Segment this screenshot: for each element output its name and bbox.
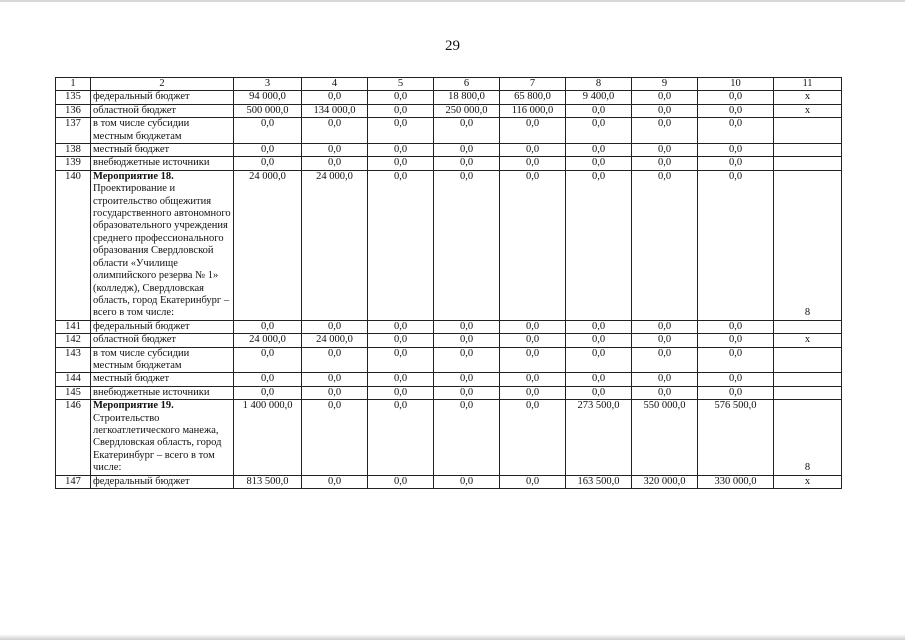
value-cell: 0,0 xyxy=(500,170,566,320)
value-cell: 500 000,0 xyxy=(234,104,302,117)
row-name-cell xyxy=(91,91,234,104)
column-11-cell xyxy=(774,118,842,144)
value-cell: 0,0 xyxy=(302,400,368,475)
row-number: 135 xyxy=(56,91,91,104)
header-cell: 5 xyxy=(368,78,434,91)
value-cell: 24 000,0 xyxy=(302,170,368,320)
value-cell: 0,0 xyxy=(698,373,774,386)
value-cell: 0,0 xyxy=(302,91,368,104)
value-cell: 0,0 xyxy=(566,373,632,386)
value-cell: 0,0 xyxy=(368,157,434,170)
value-cell: 0,0 xyxy=(434,347,500,373)
row-name-cell xyxy=(91,334,234,347)
value-cell: 0,0 xyxy=(368,400,434,475)
value-cell: 0,0 xyxy=(434,373,500,386)
value-cell: 0,0 xyxy=(500,400,566,475)
column-11-cell: х xyxy=(774,475,842,488)
value-cell: 0,0 xyxy=(368,347,434,373)
value-cell: 0,0 xyxy=(698,320,774,333)
value-cell: 0,0 xyxy=(302,373,368,386)
header-cell: 1 xyxy=(56,78,91,91)
column-11-cell xyxy=(774,144,842,157)
value-cell: 0,0 xyxy=(500,320,566,333)
value-cell: 576 500,0 xyxy=(698,400,774,475)
row-name-cell xyxy=(91,347,234,373)
header-cell: 3 xyxy=(234,78,302,91)
value-cell: 0,0 xyxy=(368,373,434,386)
value-cell: 0,0 xyxy=(566,104,632,117)
value-cell: 0,0 xyxy=(368,320,434,333)
value-cell: 0,0 xyxy=(500,334,566,347)
header-cell: 9 xyxy=(632,78,698,91)
row-name: областной бюджет xyxy=(93,334,176,346)
row-name: Проектирование и строительство общежития государственного автономного образовательного учреждения среднего профессионального образования Свердловской области «Училище олимпийского резерва № 1» (колледж), Свердловская область, город Екатеринбург – всего в том числе: xyxy=(93,183,231,319)
column-11-cell: х xyxy=(774,91,842,104)
header-row xyxy=(56,78,842,91)
table-body xyxy=(56,78,842,489)
column-11-cell: 8 xyxy=(774,400,842,475)
value-cell: 550 000,0 xyxy=(632,400,698,475)
column-11-cell xyxy=(774,320,842,333)
value-cell: 9 400,0 xyxy=(566,91,632,104)
value-cell: 0,0 xyxy=(234,320,302,333)
value-cell: 0,0 xyxy=(632,347,698,373)
value-cell: 0,0 xyxy=(302,347,368,373)
table-row xyxy=(56,170,842,320)
value-cell: 0,0 xyxy=(500,144,566,157)
row-number: 144 xyxy=(56,373,91,386)
value-cell: 65 800,0 xyxy=(500,91,566,104)
row-number: 137 xyxy=(56,118,91,144)
value-cell: 0,0 xyxy=(566,386,632,399)
table-row xyxy=(56,118,842,144)
row-name: местный бюджет xyxy=(93,144,170,156)
value-cell: 0,0 xyxy=(632,104,698,117)
row-name: Строительство легкоатлетического манежа, Свердловская область, город Екатеринбург – всего в том числе: xyxy=(93,412,222,474)
row-name: внебюджетные источники xyxy=(93,157,210,169)
value-cell: 0,0 xyxy=(698,334,774,347)
header-cell: 10 xyxy=(698,78,774,91)
value-cell: 0,0 xyxy=(632,334,698,347)
header-cell: 8 xyxy=(566,78,632,91)
header-cell: 6 xyxy=(434,78,500,91)
budget-table xyxy=(55,77,842,489)
value-cell: 0,0 xyxy=(368,170,434,320)
value-cell: 0,0 xyxy=(368,91,434,104)
column-11-cell: х xyxy=(774,334,842,347)
column-11-cell xyxy=(774,347,842,373)
table-row xyxy=(56,400,842,475)
value-cell: 18 800,0 xyxy=(434,91,500,104)
value-cell: 1 400 000,0 xyxy=(234,400,302,475)
value-cell: 0,0 xyxy=(500,118,566,144)
value-cell: 0,0 xyxy=(566,144,632,157)
value-cell: 0,0 xyxy=(632,118,698,144)
row-name: федеральный бюджет xyxy=(93,320,190,332)
value-cell: 0,0 xyxy=(434,386,500,399)
column-11-cell: х xyxy=(774,104,842,117)
header-cell: 11 xyxy=(774,78,842,91)
value-cell: 0,0 xyxy=(302,320,368,333)
value-cell: 0,0 xyxy=(632,373,698,386)
value-cell: 0,0 xyxy=(434,118,500,144)
header-cell: 7 xyxy=(500,78,566,91)
table-row xyxy=(56,475,842,488)
value-cell: 94 000,0 xyxy=(234,91,302,104)
value-cell: 0,0 xyxy=(698,104,774,117)
value-cell: 273 500,0 xyxy=(566,400,632,475)
value-cell: 0,0 xyxy=(500,475,566,488)
value-cell: 0,0 xyxy=(368,386,434,399)
value-cell: 0,0 xyxy=(632,91,698,104)
value-cell: 0,0 xyxy=(632,157,698,170)
row-name-cell xyxy=(91,373,234,386)
header-cell: 4 xyxy=(302,78,368,91)
row-name: в том числе субсидии местным бюджетам xyxy=(93,118,190,142)
value-cell: 813 500,0 xyxy=(234,475,302,488)
value-cell: 0,0 xyxy=(234,347,302,373)
value-cell: 0,0 xyxy=(368,104,434,117)
value-cell: 0,0 xyxy=(234,118,302,144)
value-cell: 0,0 xyxy=(698,91,774,104)
table-row xyxy=(56,157,842,170)
row-number: 145 xyxy=(56,386,91,399)
table-row xyxy=(56,334,842,347)
value-cell: 0,0 xyxy=(698,170,774,320)
value-cell: 0,0 xyxy=(632,320,698,333)
row-number: 140 xyxy=(56,170,91,320)
table-row xyxy=(56,104,842,117)
value-cell: 24 000,0 xyxy=(234,334,302,347)
value-cell: 0,0 xyxy=(500,347,566,373)
row-name-cell xyxy=(91,144,234,157)
value-cell: 0,0 xyxy=(698,386,774,399)
page-number: 29 xyxy=(445,38,460,54)
table-row xyxy=(56,320,842,333)
measure-title: Мероприятие 19. xyxy=(93,400,174,412)
column-11-cell xyxy=(774,157,842,170)
value-cell: 0,0 xyxy=(698,118,774,144)
row-number: 143 xyxy=(56,347,91,373)
value-cell: 0,0 xyxy=(500,157,566,170)
header-cell: 2 xyxy=(91,78,234,91)
value-cell: 0,0 xyxy=(368,334,434,347)
row-number: 147 xyxy=(56,475,91,488)
value-cell: 0,0 xyxy=(632,170,698,320)
value-cell: 0,0 xyxy=(234,373,302,386)
row-name: областной бюджет xyxy=(93,104,176,116)
value-cell: 0,0 xyxy=(434,157,500,170)
column-11-cell: 8 xyxy=(774,170,842,320)
value-cell: 0,0 xyxy=(566,320,632,333)
row-number: 138 xyxy=(56,144,91,157)
row-number: 139 xyxy=(56,157,91,170)
value-cell: 0,0 xyxy=(302,144,368,157)
value-cell: 0,0 xyxy=(566,347,632,373)
value-cell: 0,0 xyxy=(566,118,632,144)
row-name-cell xyxy=(91,118,234,144)
row-number: 142 xyxy=(56,334,91,347)
value-cell: 0,0 xyxy=(368,118,434,144)
value-cell: 0,0 xyxy=(698,347,774,373)
value-cell: 24 000,0 xyxy=(234,170,302,320)
value-cell: 0,0 xyxy=(302,386,368,399)
value-cell: 320 000,0 xyxy=(632,475,698,488)
row-name-cell xyxy=(91,104,234,117)
table-row xyxy=(56,347,842,373)
table-row xyxy=(56,91,842,104)
value-cell: 0,0 xyxy=(434,320,500,333)
value-cell: 24 000,0 xyxy=(302,334,368,347)
value-cell: 0,0 xyxy=(434,334,500,347)
row-name-cell xyxy=(91,400,234,475)
value-cell: 0,0 xyxy=(632,144,698,157)
value-cell: 0,0 xyxy=(632,386,698,399)
value-cell: 0,0 xyxy=(500,386,566,399)
value-cell: 0,0 xyxy=(698,157,774,170)
column-11-cell xyxy=(774,373,842,386)
value-cell: 0,0 xyxy=(566,170,632,320)
row-number: 136 xyxy=(56,104,91,117)
row-name: в том числе субсидии местным бюджетам xyxy=(93,347,190,371)
row-name: внебюджетные источники xyxy=(93,386,210,398)
value-cell: 0,0 xyxy=(434,170,500,320)
value-cell: 0,0 xyxy=(234,386,302,399)
row-number: 146 xyxy=(56,400,91,475)
value-cell: 163 500,0 xyxy=(566,475,632,488)
column-11-cell xyxy=(774,386,842,399)
value-cell: 0,0 xyxy=(434,400,500,475)
row-name: федеральный бюджет xyxy=(93,91,190,103)
table-row xyxy=(56,144,842,157)
row-name: местный бюджет xyxy=(93,373,170,385)
value-cell: 330 000,0 xyxy=(698,475,774,488)
value-cell: 0,0 xyxy=(566,334,632,347)
row-number: 141 xyxy=(56,320,91,333)
value-cell: 0,0 xyxy=(368,144,434,157)
value-cell: 250 000,0 xyxy=(434,104,500,117)
row-name-cell xyxy=(91,157,234,170)
table-row xyxy=(56,373,842,386)
row-name: федеральный бюджет xyxy=(93,475,190,487)
row-name-cell xyxy=(91,170,234,320)
value-cell: 0,0 xyxy=(698,144,774,157)
scan-edge-top xyxy=(0,0,905,2)
value-cell: 0,0 xyxy=(566,157,632,170)
value-cell: 0,0 xyxy=(434,144,500,157)
value-cell: 0,0 xyxy=(302,475,368,488)
value-cell: 0,0 xyxy=(368,475,434,488)
value-cell: 0,0 xyxy=(302,118,368,144)
value-cell: 0,0 xyxy=(234,157,302,170)
measure-title: Мероприятие 18. xyxy=(93,170,174,182)
row-name-cell xyxy=(91,320,234,333)
value-cell: 134 000,0 xyxy=(302,104,368,117)
scan-edge-bottom xyxy=(0,634,905,640)
value-cell: 0,0 xyxy=(234,144,302,157)
value-cell: 0,0 xyxy=(302,157,368,170)
row-name-cell xyxy=(91,386,234,399)
table-row xyxy=(56,386,842,399)
value-cell: 0,0 xyxy=(500,373,566,386)
value-cell: 116 000,0 xyxy=(500,104,566,117)
row-name-cell xyxy=(91,475,234,488)
value-cell: 0,0 xyxy=(434,475,500,488)
